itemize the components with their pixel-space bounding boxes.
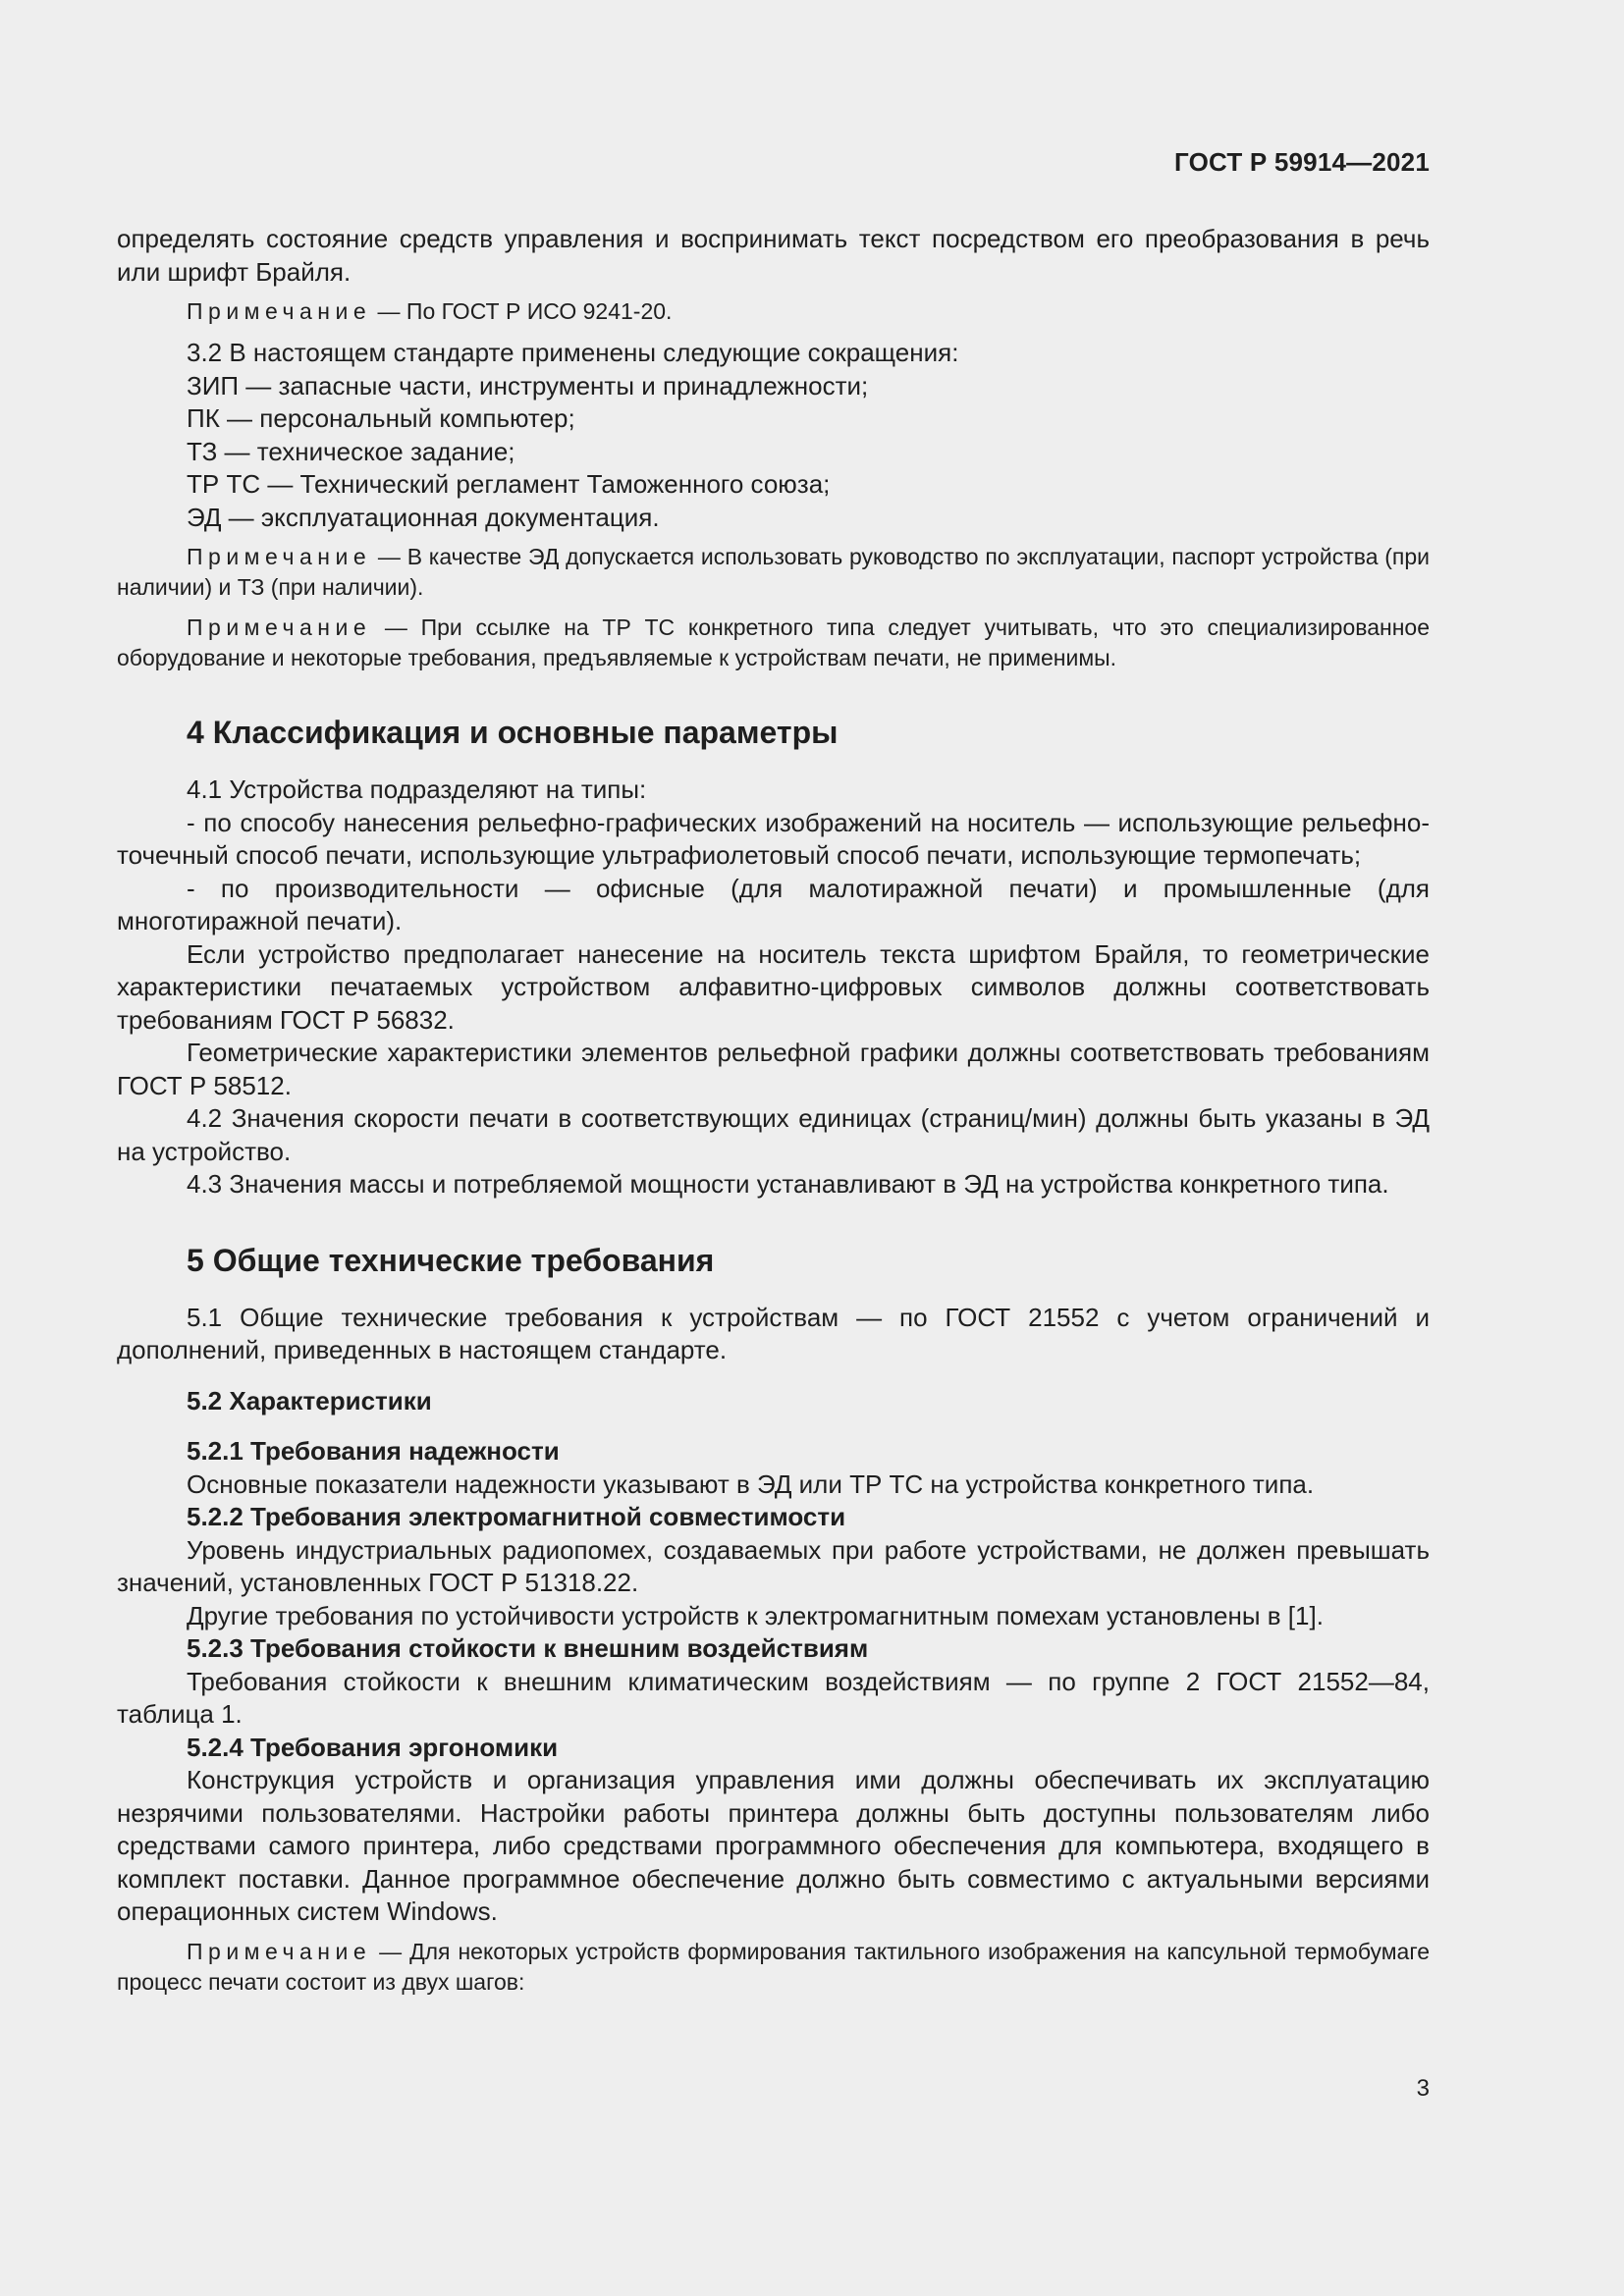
paragraph-4-1-c: Если устройство предполагает нанесение на носитель текста шрифтом Брайля, то геометрические характеристики печатаемых устройством алфавитно-цифровых символов должны соответствовать требованиям ГОСТ Р 56832. xyxy=(117,938,1430,1035)
abbreviation-item: ЗИП — запасные части, инструменты и принадлежности; xyxy=(187,370,869,400)
note-label: Примечание xyxy=(187,298,372,324)
paragraph-4-1-d: Геометрические характеристики элементов рельефной графики должны соответствовать требованиям ГОСТ Р 58512. xyxy=(117,1038,1430,1100)
note-3 xyxy=(117,613,1430,673)
note-text: — При ссылке на ТР ТС конкретного типа следует учитывать, что это специализированное оборудование и некоторые требования, предъявляемые к устройствам печати, не применимы. xyxy=(117,614,1431,670)
section-5-2-3-heading: 5.2.3 Требования стойкости к внешним воздействиям xyxy=(187,1633,869,1663)
page-content xyxy=(117,223,1430,2007)
abbreviation-item: ЭД — эксплуатационная документация. xyxy=(187,502,660,532)
section-5-2-heading: 5.2 Характеристики xyxy=(187,1385,432,1415)
paragraph-5-1: 5.1 Общие технические требования к устройствам — по ГОСТ 21552 с учетом ограничений и дополнений, приведенных в настоящем стандарте. xyxy=(117,1302,1430,1364)
note-2 xyxy=(117,542,1430,603)
paragraph-5-2-2-a: Уровень индустриальных радиопомех, создаваемых при работе устройствами, не должен превышать значений, установленных ГОСТ Р 51318.22. xyxy=(117,1534,1430,1597)
paragraph-5-2-2-b: Другие требования по устойчивости устройств к электромагнитным помехам установлены в [1]. xyxy=(187,1600,1324,1630)
paragraph-5-2-4: Конструкция устройств и организация управления ими должны обеспечивать их эксплуатацию незрячими пользователями. Настройки работы принтера должны быть доступны пользователям либо средствами самого принтера, либо средствами программного обеспечения для компьютера, входящего в комплект поставки. Данное программное обеспечение должно быть совместимо с актуальными версиями операционных систем Windows. xyxy=(117,1765,1430,1926)
paragraph-4-1-b: - по производительности — офисные (для малотиражной печати) и промышленные (для многотиражной печати). xyxy=(117,873,1430,935)
section-5-2-1-heading: 5.2.1 Требования надежности xyxy=(187,1436,560,1466)
note-label: Примечание xyxy=(187,614,372,640)
note-1 xyxy=(117,296,1430,327)
section-5-2-2-heading: 5.2.2 Требования электромагнитной совместимости xyxy=(187,1502,846,1531)
paragraph-5-2-3: Требования стойкости к внешним климатическим воздействиям — по группе 2 ГОСТ 21552—84, таблица 1. xyxy=(117,1666,1430,1729)
abbreviation-item: ПК — персональный компьютер; xyxy=(187,403,575,433)
section-5-heading: 5 Общие технические требования xyxy=(187,1242,715,1278)
paragraph-4-3: 4.3 Значения массы и потребляемой мощности устанавливают в ЭД на устройства конкретного типа. xyxy=(187,1169,1389,1199)
abbreviation-item: ТР ТС — Технический регламент Таможенного союза; xyxy=(187,469,831,499)
section-3-2-title: 3.2 В настоящем стандарте применены следующие сокращения: xyxy=(187,338,959,367)
paragraph-4-1: 4.1 Устройства подразделяют на типы: xyxy=(187,774,647,804)
section-4-heading: 4 Классификация и основные параметры xyxy=(187,715,839,750)
abbreviations-list xyxy=(117,337,1430,534)
paragraph-5-2-1: Основные показатели надежности указывают в ЭД или ТР ТС на устройства конкретного типа. xyxy=(187,1468,1315,1499)
note-4 xyxy=(117,1937,1430,1998)
paragraph-4-2: 4.2 Значения скорости печати в соответствующих единицах (страниц/мин) должны быть указаны в ЭД на устройство. xyxy=(117,1103,1430,1166)
abbreviation-item: ТЗ — техническое задание; xyxy=(187,436,515,466)
note-text: — По ГОСТ Р ИСО 9241-20. xyxy=(377,298,673,324)
note-label: Примечание xyxy=(187,1938,372,1964)
paragraph-4-1-a: - по способу нанесения рельефно-графических изображений на носитель — использующие рельефно-точечный способ печати, использующие ультрафиолетовый способ печати, использующие термопечать; xyxy=(117,807,1430,870)
intro-paragraph: определять состояние средств управления и воспринимать текст посредством его преобразования в речь или шрифт Брайля. xyxy=(117,224,1430,287)
note-text: — В качестве ЭД допускается использовать руководство по эксплуатации, паспорт устройства (при наличии) и ТЗ (при наличии). xyxy=(117,544,1431,600)
note-label: Примечание xyxy=(187,544,372,569)
page-number: 3 xyxy=(1416,2075,1430,2102)
document-id-header: ГОСТ Р 59914—2021 xyxy=(1174,147,1430,177)
section-5-2-4-heading: 5.2.4 Требования эргономики xyxy=(187,1732,559,1762)
note-text: — Для некоторых устройств формирования тактильного изображения на капсульной термобумаге процесс печати состоит из двух шагов: xyxy=(117,1938,1431,1995)
